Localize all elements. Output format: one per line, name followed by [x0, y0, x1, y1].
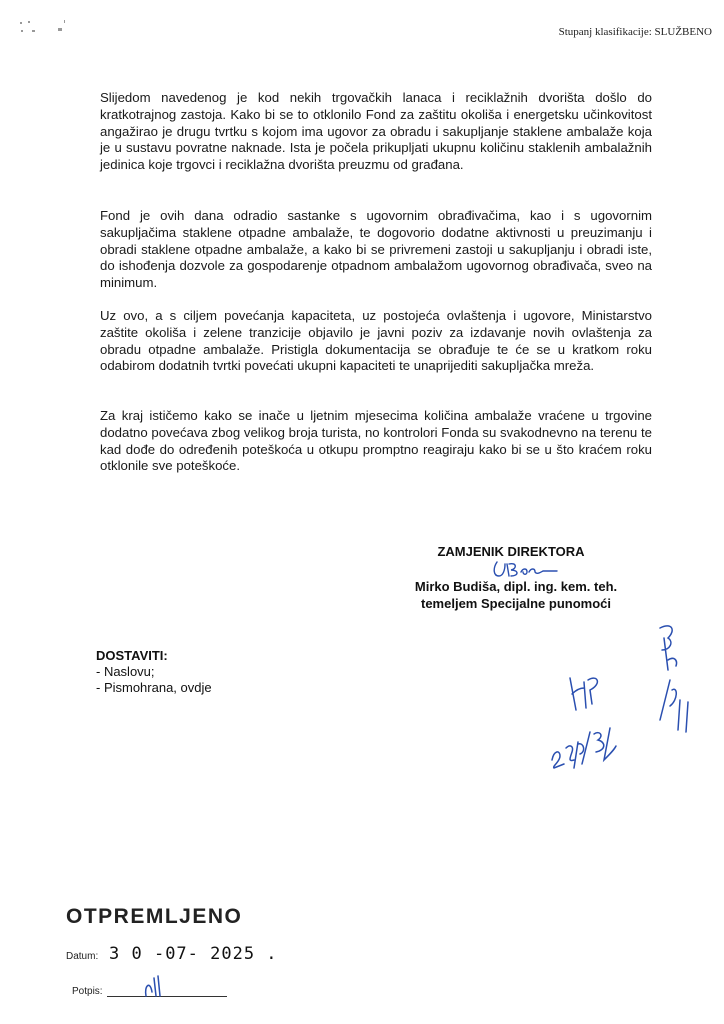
body-paragraph: Za kraj ističemo kako se inače u ljetnim mjesecima količina ambalaže vraćene u trgovine dodatno povećava zbog velikog broja turista, no kontrolori Fonda su svakodnevno na terenu te kad dođe do određenih poteškoća u otkupu promptno reagiraju kako bi se u što kraćem roku otklonile sve poteškoće. — [100, 408, 652, 474]
signatory-name: Mirko Budiša, dipl. ing. kem. teh. — [414, 579, 618, 594]
dispatch-stamp-label: OTPREMLJENO — [66, 905, 243, 928]
handwritten-mark-icon — [648, 620, 708, 750]
distribution-heading: DOSTAVITI: — [96, 648, 168, 663]
body-paragraph: Fond je ovih dana odradio sastanke s ugovornim obrađivačima, kao i s ugovornim sakupljačima staklene otpadne ambalaže, te dogovorio dodatne aktivnosti u preuzimanju i obradi staklene otpadne ambalaže, a kako bi se privremeni zastoji u sakupljanju i obradi iste, do ishođenja dozvole za gospodarenje otpadnom ambalažom ugovornog obrađivača, sveo na minimum. — [100, 208, 652, 291]
signatory-basis: temeljem Specijalne punomoći — [421, 596, 611, 611]
dispatch-date-row — [66, 944, 278, 964]
body-paragraph: Uz ovo, a s ciljem povećanja kapaciteta, uz postojeća ovlaštenja i ugovore, Ministarstvo zaštite okoliša i zelene tranzicije objavilo je javni poziv za izdavanje novih ovlaštenja za obradu otpadne ambalaže. Pristigla dokumentacija se obrađuje te će se u kratkom roku odabirom dodatnih tvrtki povećati ukupni kapaciteti te unaprijediti sakupljačka mreža. — [100, 308, 652, 374]
body-paragraph: Slijedom navedenog je kod nekih trgovačkih lanaca i reciklažnih dvorišta došlo do kratkotrajnog zastoja. Kako bi se to otklonilo Fond za zaštitu okoliša i energetsku učinkovitost angažirao je drugu tvrtku s kojom ima ugovor za obradu i sakupljanje staklene ambalaže koja je u sustavu povratne naknade. Ista je počela prikupljati ukupnu količinu staklenih ambalažnih jedinica koje trgovci i reciklažna dvorišta preuzmu od građana. — [100, 90, 652, 173]
date-value: 3 0 -07- 2025 . — [109, 944, 278, 964]
signature-scribble-icon — [396, 560, 636, 578]
scan-marks-icon — [18, 18, 68, 38]
list-item: - Pismohrana, ovdje — [96, 680, 212, 695]
signature-block — [396, 543, 636, 612]
signatory-title: ZAMJENIK DIREKTORA — [437, 544, 585, 559]
list-item: - Naslovu; — [96, 664, 155, 679]
signature-label: Potpis: — [72, 986, 103, 997]
date-label: Datum: — [66, 951, 99, 962]
dispatch-signature-scribble-icon — [138, 972, 178, 1002]
handwritten-initials-icon — [540, 668, 630, 778]
classification-label: Stupanj klasifikacije: SLUŽBENO — [558, 26, 712, 38]
distribution-list — [96, 648, 212, 696]
